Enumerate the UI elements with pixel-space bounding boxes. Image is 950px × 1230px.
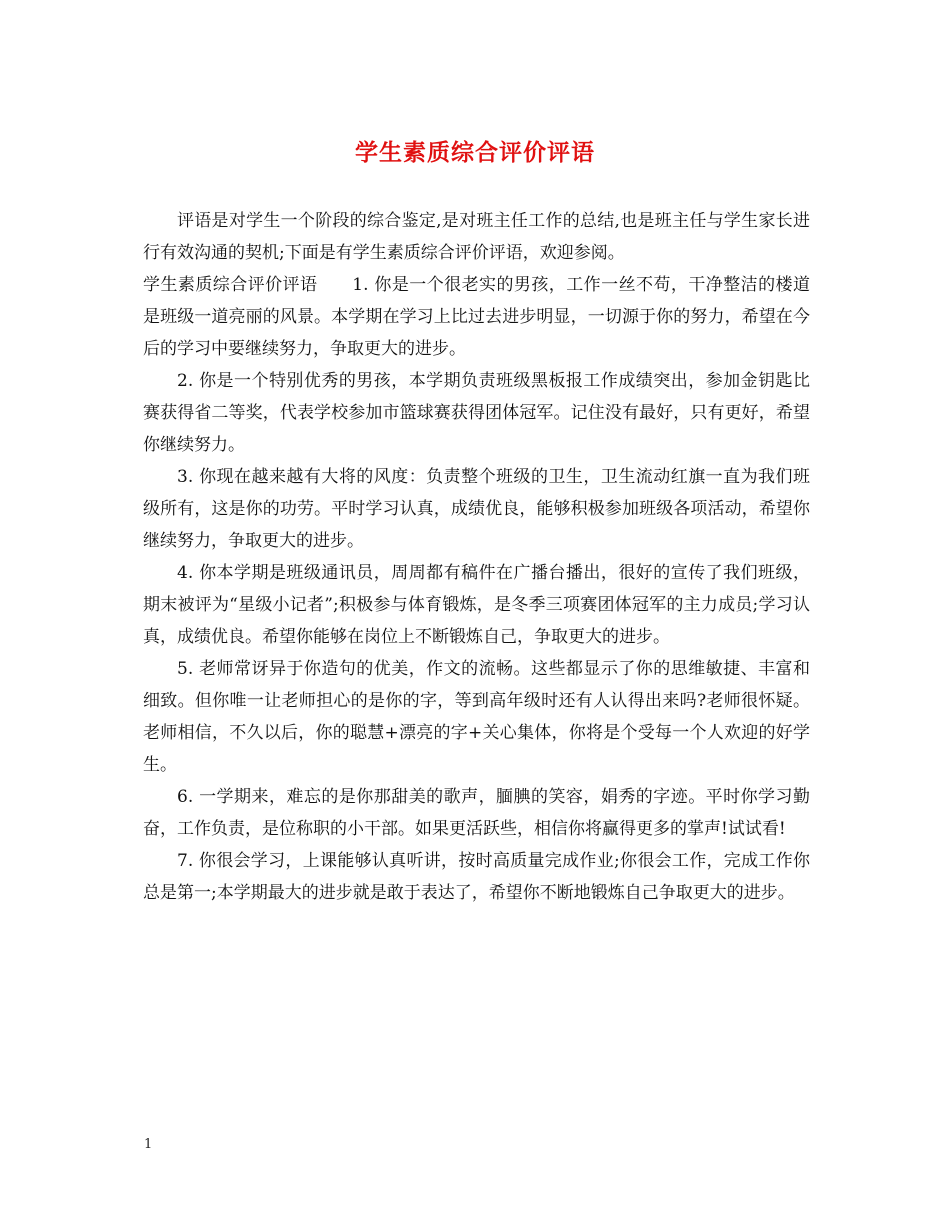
comment-paragraph-6: 6. 一学期来，难忘的是你那甜美的歌声，腼腆的笑容，娟秀的字迹。平时你学习勤奋，工作负责，是位称职的小干部。如果更活跃些，相信你将赢得更多的掌声!试试看!: [143, 787, 810, 839]
comment-paragraph-5: 5. 老师常讶异于你造句的优美，作文的流畅。这些都显示了你的思维敏捷、丰富和细致。但你唯一让老师担心的是你的字，等到高年级时还有人认得出来吗?老师很怀疑。老师相信，不久以后，你的聪慧+漂亮的字+关心集体，你将是个受每一个人欢迎的好学生。: [143, 659, 810, 775]
page-number: 1: [144, 1137, 153, 1152]
comment-paragraph-3: 3. 你现在越来越有大将的风度：负责整个班级的卫生，卫生流动红旗一直为我们班级所有，这是你的功劳。平时学习认真，成绩优良，能够积极参加班级各项活动，希望你继续努力，争取更大的进步。: [143, 467, 810, 551]
comment-paragraph-7: 7. 你很会学习，上课能够认真听讲，按时高质量完成作业;你很会工作，完成工作你总是第一;本学期最大的进步就是敢于表达了，希望你不断地锻炼自己争取更大的进步。: [143, 851, 810, 903]
document-title: 学生素质综合评价评语: [355, 139, 595, 166]
comment-paragraph-2: 2. 你是一个特别优秀的男孩，本学期负责班级黑板报工作成绩突出，参加金钥匙比赛获得省二等奖，代表学校参加市篮球赛获得团体冠军。记住没有最好，只有更好，希望你继续努力。: [143, 371, 810, 455]
document-body: [143, 205, 810, 909]
intro-paragraph: 评语是对学生一个阶段的综合鉴定,是对班主任工作的总结,也是班主任与学生家长进行有效沟通的契机;下面是有学生素质综合评价评语，欢迎参阅。: [143, 211, 810, 263]
comment-paragraph-1: 学生素质综合评价评语 1. 你是一个很老实的男孩，工作一丝不苟，干净整洁的楼道是班级一道亮丽的风景。本学期在学习上比过去进步明显，一切源于你的努力，希望在今后的学习中要继续努力，争取更大的进步。: [143, 275, 810, 359]
comment-paragraph-4: 4. 你本学期是班级通讯员，周周都有稿件在广播台播出，很好的宣传了我们班级，期末被评为“星级小记者”;积极参与体育锻炼，是冬季三项赛团体冠军的主力成员;学习认真，成绩优良。希望你能够在岗位上不断锻炼自己，争取更大的进步。: [143, 563, 810, 647]
